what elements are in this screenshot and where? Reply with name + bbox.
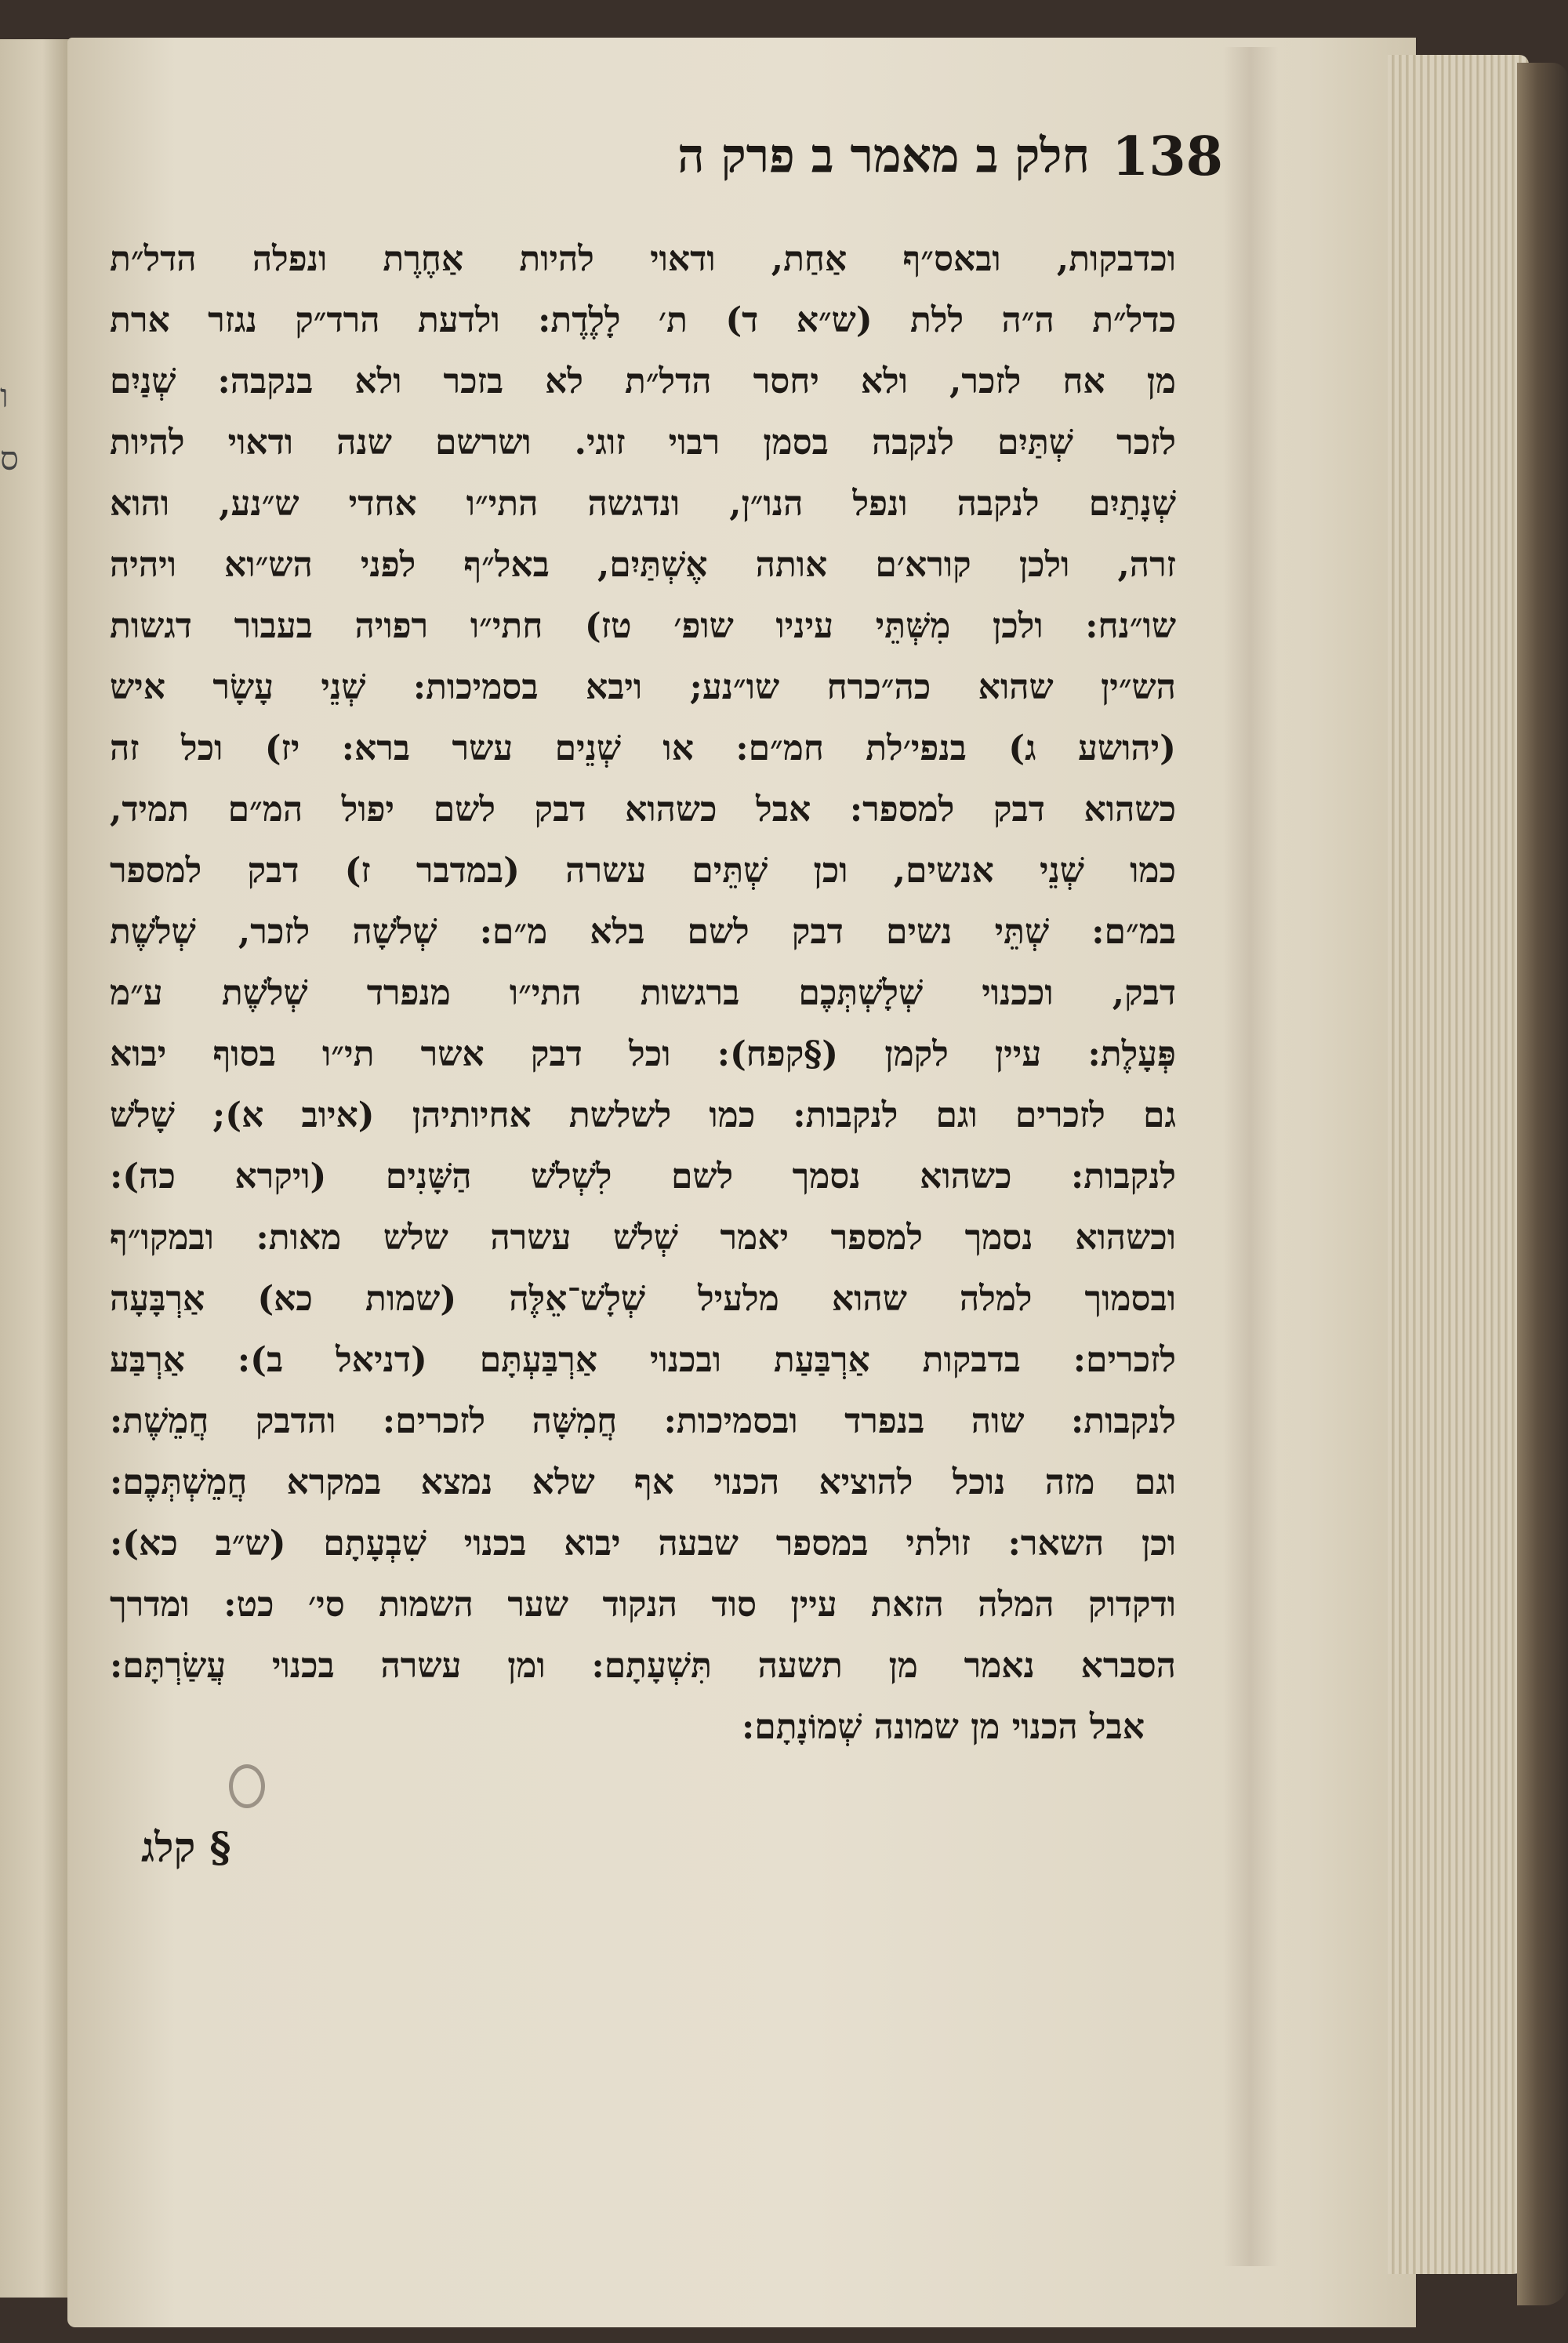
- running-head: חלק ב מאמר ב פרק ה: [677, 129, 1090, 183]
- text-line: גם לזכרים וגם לנקבות: כמו לשלשת אחיותיהן (איוב א); שָׁלֹשׁ: [110, 1095, 1176, 1135]
- text-line: שְׁנָתַיִם לנקבה ונפל הנו״ן, ונדגשה התי״ו אחדי ש״נע, והוא: [110, 484, 1176, 524]
- text-line: לנקבות: שוה בנפרד ובסמיכות: חֲמִשָּׁה לזכרים: והדבק חֲמֵשֶׁת:: [110, 1401, 1176, 1441]
- text-line: ובסמוך למלה שהוא מלעיל שְׁלָשׁ־אֵלֶּה (שמות כא) אַרְבָּעָה: [110, 1279, 1176, 1319]
- text-line: זרה, ולכן קורא׳ם אותה אֶשְׁתַּיִם, באל״ף לפני הש״וא ויהיה: [110, 545, 1176, 585]
- text-line: לזכרים: בדבקות אַרְבַּעַת ובכנוי אַרְבַּעְתָּם (דניאל ב): אַרְבַּע: [110, 1340, 1176, 1380]
- main-text: [110, 229, 1176, 1758]
- text-line: וכדבקות, ובאס״ף אַחַת, ודאוי להיות אַחֶרֶת ונפלה הדל״ת: [110, 239, 1176, 279]
- text-line: לזכר שְׁתַּיִם לנקבה בסמן רבוי זוגי. ושרשם שנה ודאוי להיות: [110, 423, 1176, 463]
- text-line: שו״נח: ולכן מִשְּׁתֵּי עיניו שופ׳ טז) חתי״ו רפויה בעבור דגשות: [110, 606, 1176, 646]
- text-line: כדל״ת ה״ה ללת (ש״א ד) ת׳ לָלֶדֶת: ולדעת הרד״ק נגזר ארת: [110, 300, 1176, 340]
- catchword: § קלג: [141, 1824, 231, 1872]
- text-line: מן אח לזכר, ולא יחסר הדל״ת לא בזכר ולא בנקבה: שְׁנַיִם: [110, 361, 1176, 401]
- text-line: הש״ין שהוא כה״כרח שו״נע; ויבא בסמיכות: שְׁנֵי עָשָׂר איש: [110, 667, 1176, 707]
- book-cover-edge: [1517, 63, 1568, 2305]
- page-header: [439, 118, 1223, 204]
- text-line: וכשהוא נסמך למספר יאמר שְׁלֹשׁ עשרה שלש מאות: ובמקו״ף: [110, 1218, 1176, 1258]
- previous-page-letter: ו: [0, 376, 9, 415]
- previous-page-edge: [0, 39, 71, 2298]
- text-line: לנקבות: כשהוא נסמך לשם לִשְׁלֹשׁ הַשָּׁנִים (ויקרא כה):: [110, 1157, 1176, 1197]
- text-line: הסברא נאמר מן תשעה תִּשְׁעָתָם: ומן עשרה בכנוי עֲשַׂרְתָּם:: [110, 1646, 1176, 1686]
- page-stack-edges: [1388, 55, 1529, 2274]
- text-line: דבק, וככנוי שְׁלָשְׁתְּכֶם ברגשות התי״ו מנפרד שְׁלֹשֶׁת ע״מ: [110, 973, 1176, 1013]
- text-line: במ״ם: שְׁתֵּי נשים דבק לשם בלא מ״ם: שְׁלֹשָׁה לזכר, שְׁלֹשֶׁת: [110, 912, 1176, 952]
- text-line: וכן השאר: זולתי במספר שבעה יבוא בכנוי שִׁבְעָתָם (ש״ב כא):: [110, 1524, 1176, 1564]
- text-line: (יהושע ג) בנפי׳לת חמ״ם: או שְׁנֵים עשר ברא: יז) וכל זה: [110, 728, 1176, 768]
- text-line: כמו שְׁנֵי אנשים, וכן שְׁתֵּים עשרה (במדבר ז) דבק למספר: [110, 851, 1176, 891]
- text-line: וגם מזה נוכל להוציא הכנוי אף שלא נמצא במקרא חֲמֵשְׁתְּכֶם:: [110, 1462, 1176, 1502]
- text-line: פְּעָלֶת: עיין לקמן (§קפח): וכל דבק אשר תי״ו בסוף יבוא: [110, 1034, 1176, 1074]
- ink-ring-mark: [229, 1764, 265, 1808]
- text-line: כשהוא דבק למספר: אבל כשהוא דבק לשם יפול המ״ם תמיד,: [110, 790, 1176, 830]
- text-line: אבל הכנוי מן שמונה שְׁמוֹנָתָם:: [742, 1707, 1145, 1747]
- page-number: 138: [1112, 125, 1223, 188]
- previous-page-letter: ס: [0, 439, 19, 478]
- page-fold-shadow: [1223, 47, 1278, 2266]
- text-line: ודקדוק המלה הזאת עיין סוד הנקוד שער השמות סי׳ כט: ומדרך: [110, 1585, 1176, 1625]
